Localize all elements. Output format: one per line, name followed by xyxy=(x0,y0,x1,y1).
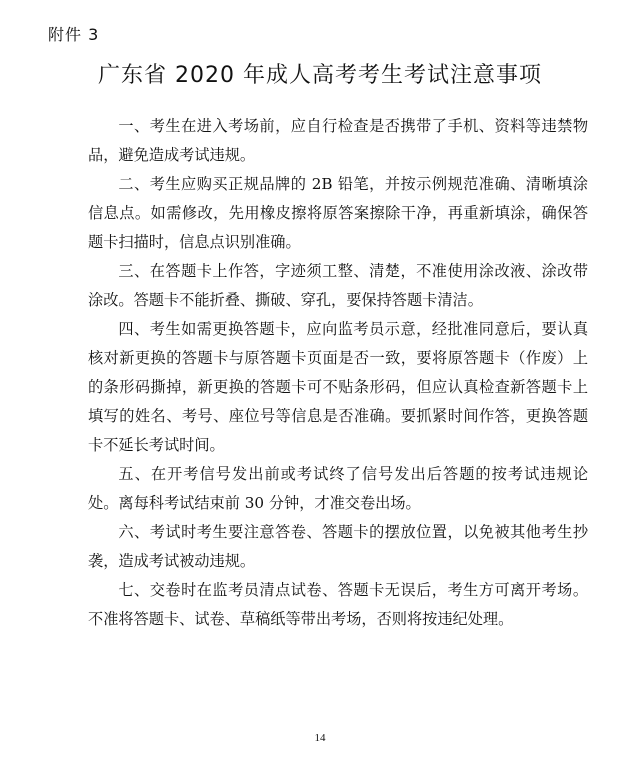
paragraph-6: 六、考试时考生要注意答卷、答题卡的摆放位置，以免被其他考生抄袭，造成考试被动违规。 xyxy=(88,523,588,570)
paragraph-3: 三、在答题卡上作答，字迹须工整、清楚，不准使用涂改液、涂改带涂改。答题卡不能折叠、撕破、穿孔，要保持答题卡清洁。 xyxy=(88,262,588,309)
paragraph-2: 二、考生应购买正规品牌的 2B 铅笔，并按示例规范准确、清晰填涂信息点。如需修改，先用橡皮擦将原答案擦除干净，再重新填涂，确保答题卡扫描时，信息点识别准确。 xyxy=(88,175,588,251)
document-title: 广东省 2020 年成人高考考生考试注意事项 xyxy=(98,63,542,88)
attachment-label: 附件 3 xyxy=(48,25,100,44)
page-number: 14 xyxy=(314,732,326,744)
document-body xyxy=(88,112,588,634)
paragraph-1: 一、考生在进入考场前，应自行检查是否携带了手机、资料等违禁物品，避免造成考试违规。 xyxy=(88,117,588,164)
paragraph-4: 四、考生如需更换答题卡，应向监考员示意，经批准同意后，要认真核对新更换的答题卡与原答题卡页面是否一致，要将原答题卡（作废）上的条形码撕掉，新更换的答题卡可不贴条形码，但应认真检查新答题卡上填写的姓名、考号、座位号等信息是否准确。要抓紧时间作答，更换答题卡不延长考试时间。 xyxy=(88,320,588,454)
paragraph-5: 五、在开考信号发出前或考试终了信号发出后答题的按考试违规论处。离每科考试结束前 30 分钟，才准交卷出场。 xyxy=(88,465,588,512)
paragraph-7: 七、交卷时在监考员清点试卷、答题卡无误后，考生方可离开考场。不准将答题卡、试卷、草稿纸等带出考场，否则将按违纪处理。 xyxy=(88,581,588,628)
